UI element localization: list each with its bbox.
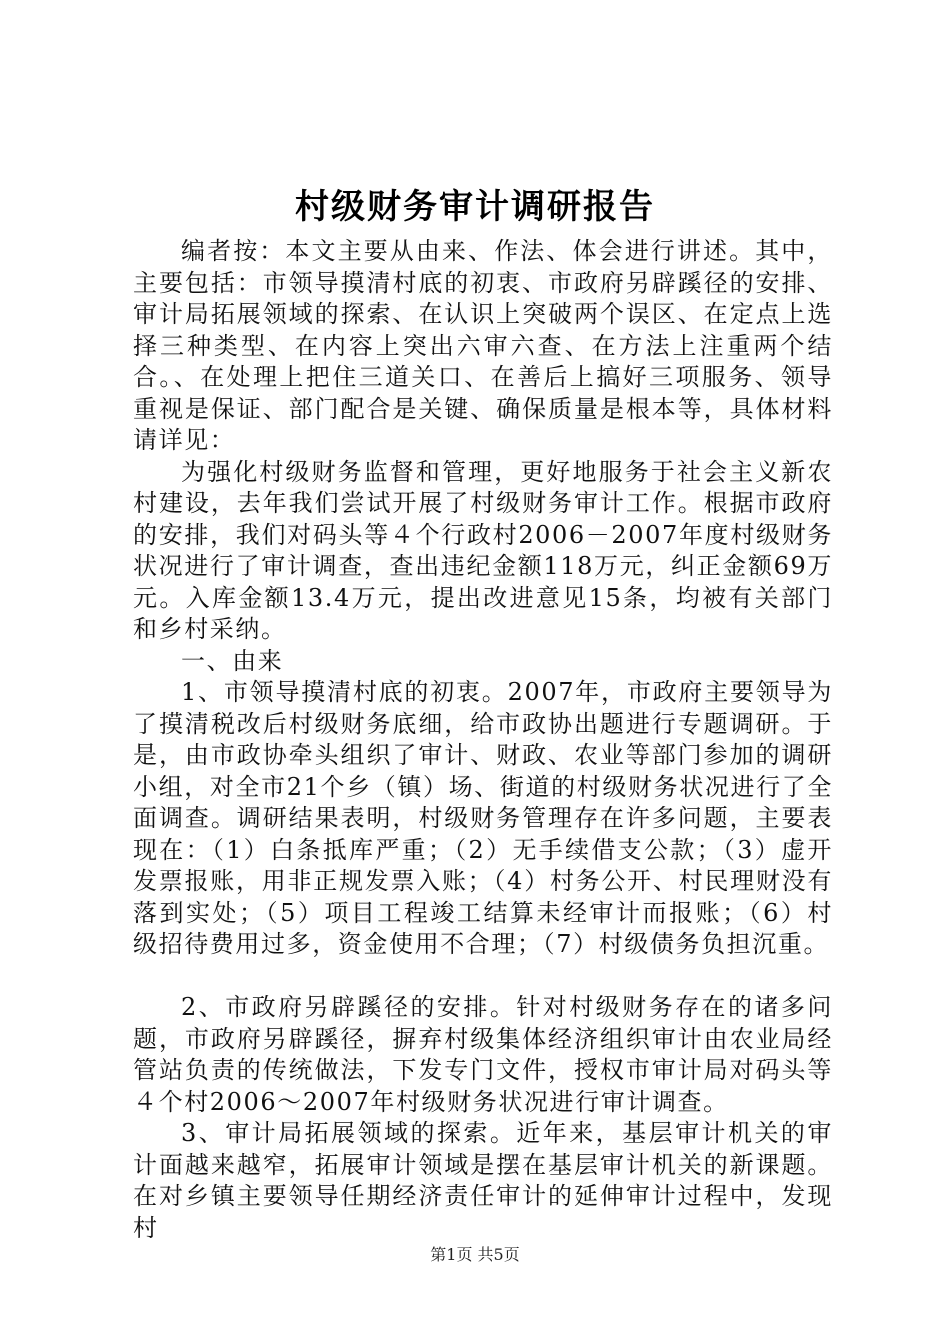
intro-paragraph: 为强化村级财务监督和管理，更好地服务于社会主义新农村建设，去年我们尝试开展了村级财务审计工作。根据市政府的安排，我们对码头等４个行政村2006－2007年度村级财务状况进行了审计调查，查出违纪金额118万元，纠正金额69万元。入库金额13.4万元，提出改进意见15条，均被有关部门和乡村采纳。 [133, 457, 833, 643]
section-heading-origin: 一、由来 [181, 646, 284, 675]
origin-paragraph-2: 2、市政府另辟蹊径的安排。针对村级财务存在的诸多问题，市政府另辟蹊径，摒弃村级集体经济组织审计由农业局经管站负责的传统做法，下发专门文件，授权市审计局对码头等４个村2006～2007年村级财务状况进行审计调查。 [133, 993, 833, 1116]
paragraph-spacer [133, 961, 833, 993]
origin-paragraph-1: 1、市领导摸清村底的初衷。2007年，市政府主要领导为了摸清税改后村级财务底细，给市政协出题进行专题调研。于是，由市政协牵头组织了审计、财政、农业等部门参加的调研小组，对全市21个乡（镇）场、街道的村级财务状况进行了全面调查。调研结果表明，村级财务管理存在许多问题，主要表现在：（1）白条抵库严重；（2）无手续借支公款；（3）虚开发票报账，用非正规发票入账；（4）村务公开、村民理财没有落到实处；（5）项目工程竣工结算未经审计而报账；（6）村级招待费用过多，资金使用不合理；（7）村级债务负担沉重。 [133, 678, 833, 958]
document-body [133, 236, 833, 1244]
origin-paragraph-3: 3、审计局拓展领域的探索。近年来，基层审计机关的审计面越来越窄，拓展审计领域是摆在基层审计机关的新课题。在对乡镇主要领导任期经济责任审计的延伸审计过程中，发现村 [133, 1119, 833, 1242]
page-number-footer: 第1页 共5页 [430, 1245, 520, 1264]
editor-note-paragraph: 编者按：本文主要从由来、作法、体会进行讲述。其中，主要包括：市领导摸清村底的初衷、市政府另辟蹊径的安排、审计局拓展领域的探索、在认识上突破两个误区、在定点上选择三种类型、在内容上突出六审六查、在方法上注重两个结合。、在处理上把住三道关口、在善后上搞好三项服务、领导重视是保证、部门配合是关键、确保质量是根本等，具体材料请详见： [133, 237, 833, 454]
document-title: 村级财务审计调研报告 [295, 187, 655, 227]
